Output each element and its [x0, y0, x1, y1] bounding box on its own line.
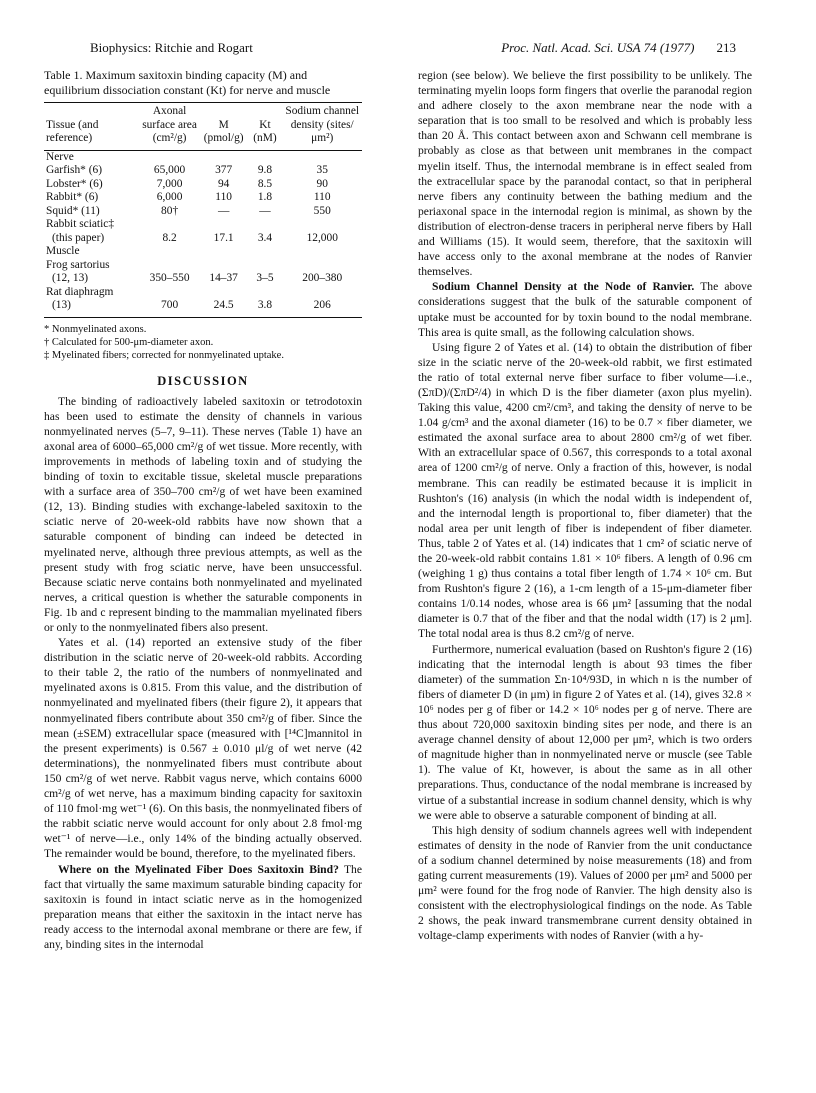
paragraph: The binding of radioactively labeled saxitoxin or tetrodotoxin has been used to estimate the density of channels in various nonmyelinated nerves (5–7, 9–11). These nerves (Table 1) have an axonal area of 6000–65,000 cm²/g of wet tissue. More recently, with improvements in methods of labeling toxin and of studying the binding of toxin to excitable tissue, skeletal muscle preparations with a surface area of 350–700 cm²/g of wet have been examined (12, 13). Binding studies with exchange-labeled saxitoxin to the sciatic nerve of 20-week-old rabbits have now shown that a saturable component of binding can indeed be detected in myelinated nerve, although three previous attempts, as well as the present study with frog sciatic nerve, have been unsuccessful. Because sciatic nerve contains both nonmyelinated and myelinated nerves, a critical question is whether the saturable components in Fig. 1b and c represent binding to the mammalian myelinated fibers or only to the nonmyelinated fibers also present. [44, 394, 362, 634]
cell-tissue: Lobster* (6) [46, 177, 103, 190]
table-footnote: ‡ Myelinated fibers; corrected for nonmyelinated uptake. [44, 349, 284, 361]
cell-tissue-line2: (12, 13) [52, 272, 89, 284]
paragraph-body: The above considerations suggest that the bulk of the saturable component of uptake must be accounted for by toxin bound to the nodal membrane. This area is quite small, as the following calculation shows. [418, 280, 753, 339]
cell-density: 35 [316, 164, 328, 176]
table-row [44, 164, 362, 178]
cell-tissue [44, 259, 139, 286]
page-number: 213 [716, 40, 736, 55]
table-group-row [44, 245, 362, 259]
right-column [418, 68, 752, 943]
cell-kt: 1.8 [257, 191, 273, 203]
cell-density: 200–380 [302, 272, 343, 284]
cell-tissue-line1: Frog sartorius [46, 258, 110, 271]
table-row [44, 191, 362, 205]
paragraph-body: The fact that virtually the same maximum saturable binding capacity for saxitoxin is found in intact sciatic nerve as in the homogenized preparation means that either the saxitoxin in the intact nerve has ready access to the internodal axonal membrane or there are few, if any, binding sites in the internodal [44, 862, 363, 951]
cell-kt: 3.4 [257, 231, 273, 244]
group-nerve: Nerve [46, 150, 74, 163]
header-citation [501, 40, 736, 56]
cell-density: 90 [316, 177, 328, 190]
cell-kt: 3.8 [257, 299, 273, 311]
cell-density: 206 [313, 299, 331, 311]
table-footnote: * Nonmyelinated axons. [44, 323, 147, 335]
th-density: Sodium channel density (sites/μm²) [285, 105, 360, 144]
cell-area: 350–550 [149, 272, 190, 284]
th-kt: Kt (nM) [253, 118, 277, 144]
cell-m: 94 [217, 177, 230, 190]
table-group-row [44, 150, 362, 164]
cell-area: 700 [161, 299, 179, 311]
cell-area: 65,000 [153, 164, 186, 176]
table-footnotes [44, 323, 362, 362]
paragraph: Yates et al. (14) reported an extensive study of the fiber distribution in the sciatic nerve of 20-week-old rabbits. According to their table 2, the ratio of the numbers of nonmyelinated and myelinated axons is 0.815. From this value, and the distribution of nonmyelinated and myelinated fibers (their figure 2), it appears that nonmyelinated fibers contribute about 350 cm²/g of fiber. Since the mean (±SEM) extracellular space (measured with [¹⁴C]mannitol in the present experiments) is 0.567 ± 0.010 μl/g of wet nerve (42 determinations), the nonmyelinated fibers must contribute about 150 cm²/g of wet nerve. Rabbit vagus nerve, which contains 6000 cm²/g of wet nerve, has a maximum binding capacity for saxitoxin of 110 fmol·mg wet⁻¹ (6). On this basis, the nonmyelinated fibers of the rabbit sciatic nerve would account for only about 2.8 fmol·mg wet⁻¹ of nerve—i.e., only 14% of the binding actually observed. The remainder would be bound, therefore, to the myelinated fibers. [44, 636, 362, 861]
table-row [44, 259, 362, 286]
table-footnote: † Calculated for 500-μm-diameter axon. [44, 336, 214, 348]
left-column [44, 68, 362, 952]
paragraph-heading: Sodium Channel Density at the Node of Ranvier. [432, 280, 695, 294]
cell-kt: 9.8 [257, 164, 273, 176]
th-m: M (pmol/g) [203, 118, 244, 144]
cell-m: 14–37 [209, 272, 238, 284]
cell-density: 12,000 [306, 231, 338, 244]
paragraph: Using figure 2 of Yates et al. (14) to obtain the distribution of fiber size in the sciatic nerve of the 20-week-old rabbit, we first estimated the ratio of total external nerve fiber surface to fiber volume—i.e., (ΣπD)/(ΣπD²/4) in which D is the fiber diameter (axon plus myelin). Taking this value, 4200 cm²/cm³, and taking the density of nerve to be 1.04 g/cm³ and the axonal diameter (16) to be 0.7 × fiber diameter, we estimated the axonal surface area to about 2800 cm²/g of wet fiber. With an extracellular space of 0.567, this corresponds to a total axonal area of 1200 cm²/g of nerve. Only a fraction of this, however, is nodal membrane. This can readily be estimated because it is implicit in Rushton's (16) analysis (in which the nodal width is independent of, and the internodal length is proportional to, fiber diameter) that the nodal area per unit length of fiber is independent of fiber diameter. Thus, table 2 of Yates et al. (14) indicates that 1 cm² of sciatic nerve of the 20-week-old rabbit contains 1.81 × 10⁶ fibers. A length of 0.96 cm (weighing 1 g) thus contains a total fiber length of 1.74 × 10⁶ cm. But from Rushton's figure 2 (16), a 1-cm length of a 15-μm-diameter fiber contains 1/0.14 nodes, whose area is 66 μm² [assuming that the nodal diameter is 0.7 that of the fiber and that the nodal width (17) is 2 μm]. The total nodal area is thus 8.2 cm²/g of nerve. [418, 340, 752, 641]
cell-kt: 8.5 [257, 177, 273, 190]
table-row [44, 178, 362, 192]
paragraph: region (see below). We believe the first possibility to be unlikely. The terminating myelin loops form fingers that overlie the paranodal region and adhere closely to the axon membrane near the node with a separation that is too small to be resolved and which is probably less than 20 Å. This contact between axon and Schwann cell membrane is probably as close as that between unit membranes in the compact myelin itself. Thus, the internodal membrane is in effect sealed from the extracellular space by the paranodal contact, so that in peripheral nerve fibers any continuity between the bathing medium and the periaxonal space in the internodal region is minimal, as shown by the distribution of electron-dense tracers in peripheral nerve fibers by Hall and Williams (15). It would seem, therefore, that the saxitoxin will have access only to the axonal membrane at the nodes of Ranvier themselves. [418, 69, 752, 279]
cell-m: — [217, 204, 230, 217]
cell-tissue: Garfish* (6) [46, 164, 102, 176]
running-header [90, 40, 736, 60]
header-section: Biophysics: Ritchie and Rogart [90, 40, 253, 55]
table-header-row [44, 103, 362, 151]
paragraph: This high density of sodium channels agrees well with independent estimates of density in the node of Ranvier from the unit conductance of a sodium channel determined by noise measurements (18) and from gating current measurements (19). Values of 2000 per μm² and 5000 per μm² were found for the frog node of Ranvier. The high density also is consistent with the electrophysiological findings on the node. As Table 2 shows, the peak inward transmembrane current density obtained in voltage-clamp experiments with nodes of Ranvier (with a hy- [418, 823, 753, 943]
th-area: Axonal surface area (cm²/g) [142, 105, 197, 144]
paragraph: Furthermore, numerical evaluation (based on Rushton's figure 2 (16) indicating that the internodal length is about 93 times the fiber diameter) of the summation Σn·10⁴/93D, in which n is the number of fibers of diameter D (in μm) in figure 2 of Yates et al. (14), gives 32.8 × 10⁶ nodes per g of fiber or 14.2 × 10⁶ nodes per g of nerve. There are thus about 720,000 saxitoxin binding sites per node, and there is an average channel density of about 12,000 per μm², which is two orders of magnitude higher than in nonmyelinated nerve or muscle (see Table 1). The value of Kt, however, is about the same as in all other preparations. Thus, conductance of the nodal membrane is increased by virtue of a substantial increase in sodium channel density, which is why we were able to observe a saturable component of binding at all. [418, 642, 752, 822]
cell-m: 377 [215, 164, 233, 176]
cell-tissue [44, 286, 139, 318]
cell-m: 110 [215, 191, 232, 203]
cell-area: 80† [161, 204, 179, 217]
table-1 [44, 102, 362, 318]
paragraph [44, 862, 362, 953]
cell-tissue [44, 218, 139, 245]
cell-area: 8.2 [162, 231, 177, 244]
cell-m: 24.5 [213, 299, 234, 311]
cell-tissue-line2: (13) [52, 299, 71, 311]
table-row [44, 205, 362, 219]
cell-tissue-line1: Rabbit sciatic‡ [46, 218, 115, 230]
group-muscle: Muscle [46, 245, 80, 257]
cell-tissue: Rabbit* (6) [46, 191, 99, 203]
cell-tissue: Squid* (11) [46, 204, 100, 217]
paragraph [418, 279, 752, 339]
table-row [44, 286, 362, 318]
cell-area: 7,000 [156, 177, 183, 190]
th-tissue: Tissue (and reference) [46, 118, 99, 144]
section-title: DISCUSSION [157, 373, 249, 388]
table-caption: Table 1. Maximum saxitoxin binding capacity (M) and equilibrium dissociation constant (Kt) for nerve and muscle [44, 68, 331, 97]
table-row [44, 218, 362, 245]
cell-density: 550 [313, 204, 331, 217]
paragraph-heading: Where on the Myelinated Fiber Does Saxitoxin Bind? [58, 862, 339, 876]
cell-area: 6,000 [156, 191, 183, 203]
cell-m: 17.1 [213, 231, 234, 244]
cell-density: 110 [313, 191, 331, 203]
header-journal: Proc. Natl. Acad. Sci. USA 74 (1977) [501, 40, 695, 55]
cell-kt: — [259, 204, 271, 217]
cell-kt: 3–5 [256, 272, 274, 284]
cell-tissue-line1: Rat diaphragm [46, 285, 114, 298]
cell-tissue-line2: (this paper) [52, 231, 105, 244]
